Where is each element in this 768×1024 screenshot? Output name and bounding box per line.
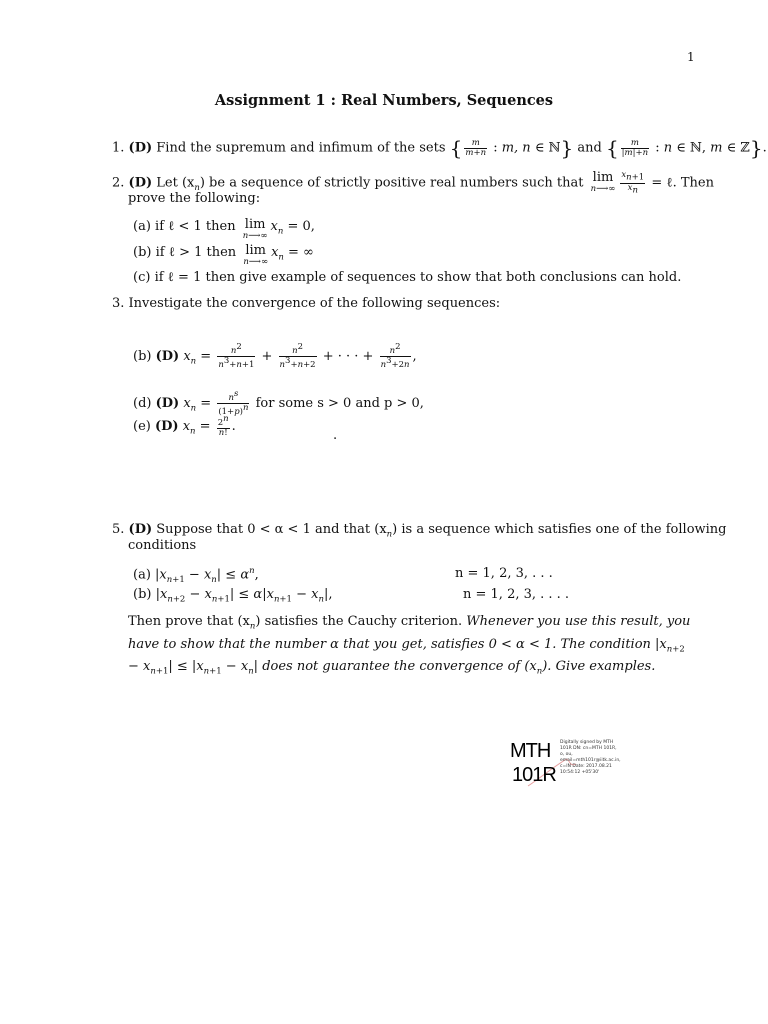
problem-5-text2: ) is a sequence which satisfies one of the following [392,522,727,537]
then-italic3: ). Give examples. [542,659,656,675]
limit: lim [244,217,266,232]
item-label: (a) [133,567,151,583]
item-tag: (D) [155,395,180,411]
stray-dot: . [333,428,338,443]
page-number: 1 [687,50,695,64]
item-var: x [270,219,278,234]
item-var: x [271,245,279,260]
then-plain2: ) satisfies the Cauchy criterion. [255,614,463,629]
limit: lim [592,170,614,185]
limit-sub: n⟶∞ [243,257,269,267]
signature-line1: MTH [510,740,551,762]
problem-2-text-a: Let (x [156,175,195,191]
then-plain: Then prove that (x [128,614,250,629]
problem-3-item-d: (d) (D) $x_n$ = $\frac{n^s}{(1+p)^n}$ for some s > 0 and p > 0, [133,389,424,417]
item-label: (d) [133,395,152,411]
problem-2-number: 2. [112,175,125,191]
item-label: (e) [133,418,151,434]
item-text: if ℓ < 1 then [155,219,236,234]
problem-1-tag: (D) [128,140,153,156]
problem-2-tag: (D) [128,175,153,191]
problem-5-range-b: n = 1, 2, 3, . . . . [463,587,570,602]
problem-5-then: Then prove that $(x_n)$ satisfies the Cauchy criterion. Whenever you use this result, you have to show that the number α that you get, satisfies 0 < α < 1. The condition $|x_{n+2} - x_{n+1}| \le |x_{n+1} - x_n|$ does not guarantee the convergence of $(x_n)$. Give examples. [128,614,691,677]
problem-2-item-b: (b) if ℓ > 1 then lim n⟶∞ $x_n$ = ∞ [133,243,314,267]
problem-3 [112,296,500,311]
problem-3-number: 3. [112,296,125,311]
problem-1-and: and [577,140,602,156]
item-tail: = ∞ [283,245,314,260]
problem-5-text: Suppose that 0 < α < 1 and that (x [156,522,387,537]
problem-2-item-a: (a) if ℓ < 1 then lim n⟶∞ $x_n = 0$, [133,217,315,241]
problem-5-item-a: (a) $|x_{n+1} - x_n| \le \alpha^n$, [133,566,259,585]
item-text: if ℓ > 1 then [155,245,237,260]
problem-2-line2: prove the following: [128,191,261,206]
problem-1-text: Find the supremum and infimum of the sets [156,140,446,156]
problem-3-item-e: (e) (D) $x_n$ = $\frac{2^n}{n!}$ . [133,414,236,438]
item-text: if ℓ = 1 then give example of sequences to show that both conclusions can hold. [154,270,682,285]
problem-1: 1. (D) Find the supremum and infimum of the sets { $\frac{m}{m+n}$ : m, n ∈ ℕ} and { $\frac{m}{|m|+n}$ : n ∈ ℕ, m ∈ ℤ}. [112,136,767,160]
then-italic2: does not guarantee the convergence of (x [262,659,537,675]
item-tail: for some s > 0 and p > 0, [255,395,424,411]
limit: lim [245,243,267,258]
item-tail: = 0, [283,219,315,234]
problem-5-tag: (D) [128,522,153,537]
problem-2-eq: = ℓ. Then [651,175,714,191]
then-italic: Whenever you use this result, you have to show that the number α that you get, satisfies 0 < α < 1. The condition |x [128,614,691,652]
item-label: (b) [133,245,152,260]
signature-line2: 101R [512,764,556,786]
problem-5-line2: conditions [128,538,197,553]
problem-5-range-a: n = 1, 2, 3, . . . [455,566,553,581]
page-title: Assignment 1 : Real Numbers, Sequences [214,92,554,109]
problem-2: 2. (D) Let $(x_n)$ be a sequence of strictly positive real numbers such that lim n⟶∞ $\frac{x_{n+1}}{x_n}$ = ℓ. Then [112,170,714,196]
problem-2-text-b: ) be a sequence of strictly positive real numbers such that [199,175,584,191]
item-label: (a) [133,219,151,234]
item-label: (b) [133,587,152,602]
item-label: (c) [133,270,151,285]
digital-signature [510,738,620,790]
item-tag: (D) [154,418,179,434]
problem-5-item-b: (b) $|x_{n+2} - x_{n+1}| \le \alpha|x_{n+1} - x_n|$, [133,587,333,605]
problem-2-item-c [133,269,681,285]
limit-sub: n⟶∞ [242,231,268,241]
problem-1-number: 1. [112,140,125,156]
signature-details: Digitally signed by MTH 101R DN: cn=MTH 101R, o, ou, email=mth101r@iitk.ac.in, c=IN Date: 2017.08.21 10:54:12 +05'30' [560,740,621,775]
problem-3-text: Investigate the convergence of the following sequences: [128,296,501,311]
limit-sub: n⟶∞ [590,184,616,194]
problem-5-number: 5. [112,522,125,537]
problem-3-item-b: (b) (D) $x_n$ = $\frac{n^2}{n^3+n+1}$ + $\frac{n^2}{n^3+n+2}$ + · · · + $\frac{n^2}{n^3+2n}$ , [133,342,417,370]
item-label: (b) [133,348,152,364]
item-tag: (D) [155,348,180,364]
problem-5: 5. (D) Suppose that 0 < α < 1 and that $(x_n)$ is a sequence which satisfies one of the following [112,522,727,540]
